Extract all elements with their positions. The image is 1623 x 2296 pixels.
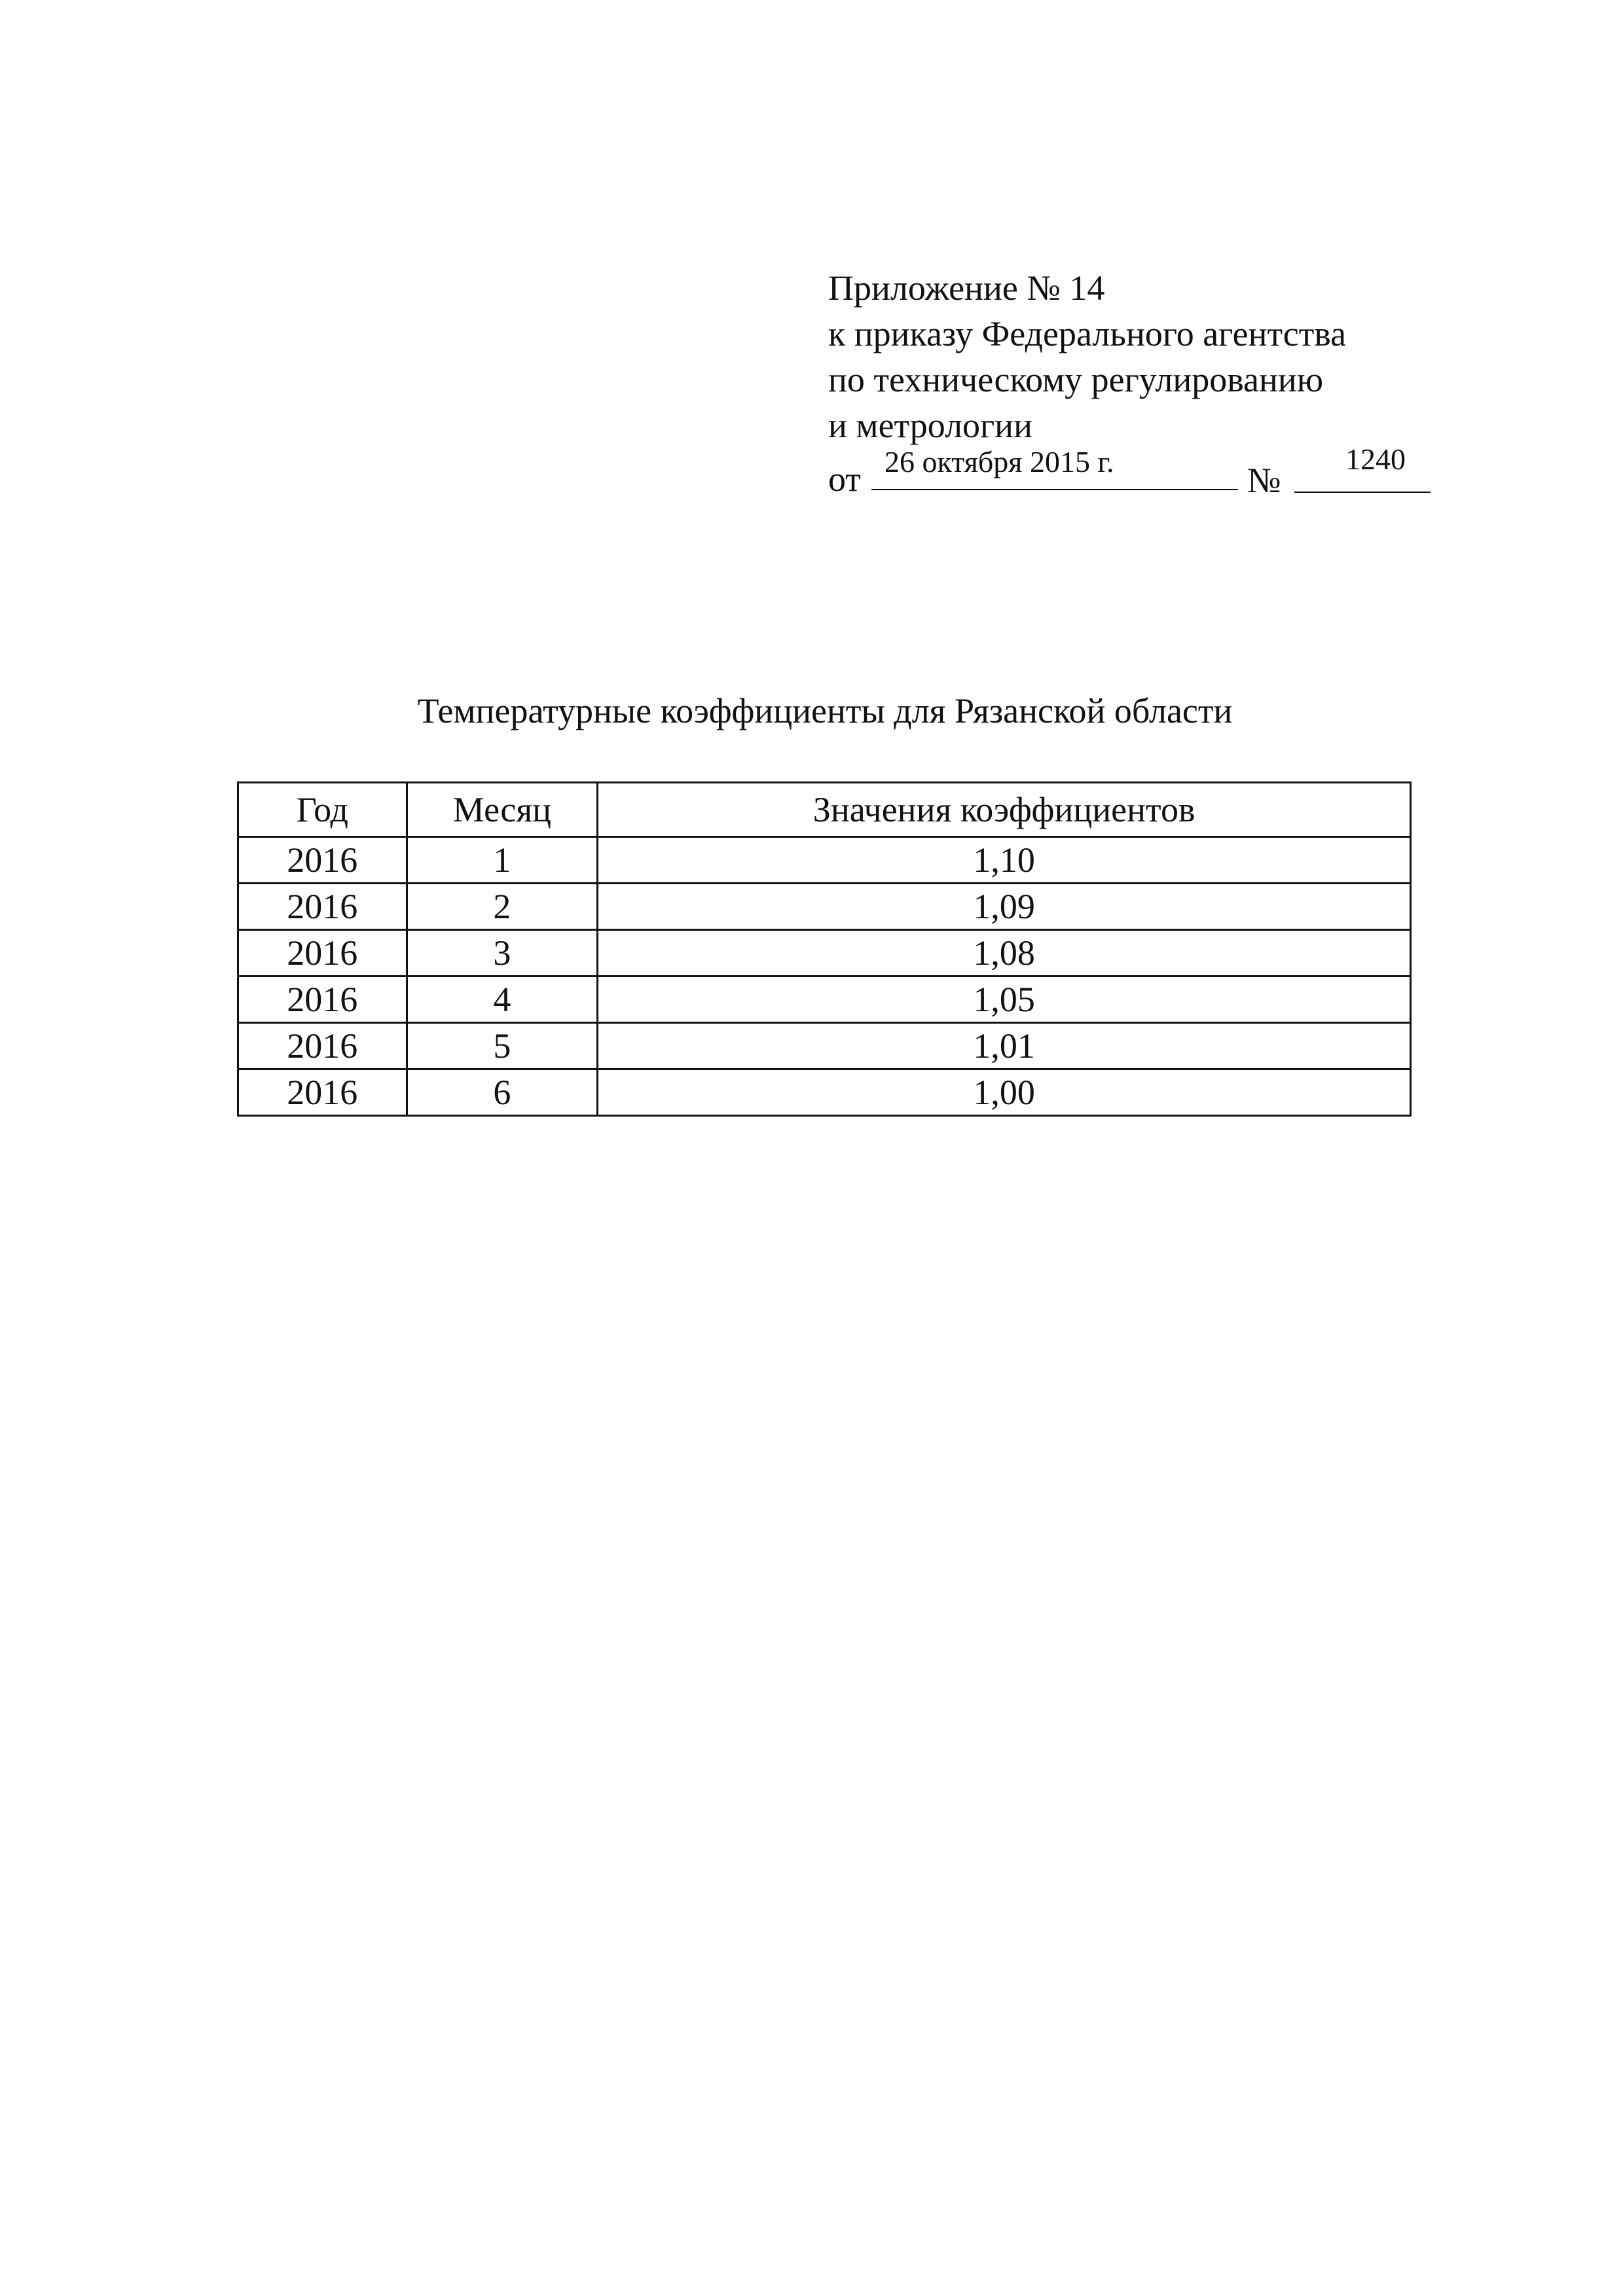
cell-year: 2016 bbox=[238, 977, 407, 1023]
cell-value: 1,05 bbox=[598, 977, 1411, 1023]
cell-month: 4 bbox=[407, 977, 598, 1023]
annex-number: Приложение № 14 bbox=[828, 268, 1105, 308]
from-label: от bbox=[828, 459, 861, 499]
cell-value: 1,00 bbox=[598, 1069, 1411, 1116]
annex-order-ref-2: по техническому регулированию bbox=[828, 360, 1324, 399]
cell-month: 3 bbox=[407, 930, 598, 977]
cell-value: 1,01 bbox=[598, 1023, 1411, 1069]
order-date-field bbox=[871, 445, 1238, 490]
cell-month: 1 bbox=[407, 837, 598, 884]
table-header-row bbox=[238, 783, 1411, 837]
table-row bbox=[238, 977, 1411, 1023]
cell-year: 2016 bbox=[238, 837, 407, 884]
annex-header bbox=[828, 265, 1457, 501]
header-year: Год bbox=[238, 783, 407, 837]
cell-year: 2016 bbox=[238, 1023, 407, 1069]
cell-value: 1,08 bbox=[598, 930, 1411, 977]
header-month: Месяц bbox=[407, 783, 598, 837]
table-row bbox=[238, 1069, 1411, 1116]
table-row bbox=[238, 1023, 1411, 1069]
order-date-line bbox=[828, 442, 1457, 501]
document-title: Температурные коэффициенты для Рязанской области bbox=[417, 691, 1233, 730]
number-sign: № bbox=[1247, 461, 1281, 500]
cell-month: 5 bbox=[407, 1023, 598, 1069]
order-date: 26 октября 2015 г. bbox=[884, 445, 1114, 478]
cell-year: 2016 bbox=[238, 884, 407, 930]
cell-year: 2016 bbox=[238, 930, 407, 977]
cell-year: 2016 bbox=[238, 1069, 407, 1116]
table-row bbox=[238, 930, 1411, 977]
order-number: 1240 bbox=[1345, 442, 1406, 476]
coefficients-table bbox=[237, 781, 1412, 1117]
cell-month: 6 bbox=[407, 1069, 598, 1116]
annex-order-ref-3: и метрологии bbox=[828, 406, 1032, 445]
header-value: Значения коэффициентов bbox=[598, 783, 1411, 837]
order-number-field bbox=[1294, 442, 1431, 493]
cell-month: 2 bbox=[407, 884, 598, 930]
annex-order-ref: к приказу Федерального агентства bbox=[828, 314, 1347, 353]
cell-value: 1,10 bbox=[598, 837, 1411, 884]
table-row bbox=[238, 884, 1411, 930]
table-row bbox=[238, 837, 1411, 884]
cell-value: 1,09 bbox=[598, 884, 1411, 930]
